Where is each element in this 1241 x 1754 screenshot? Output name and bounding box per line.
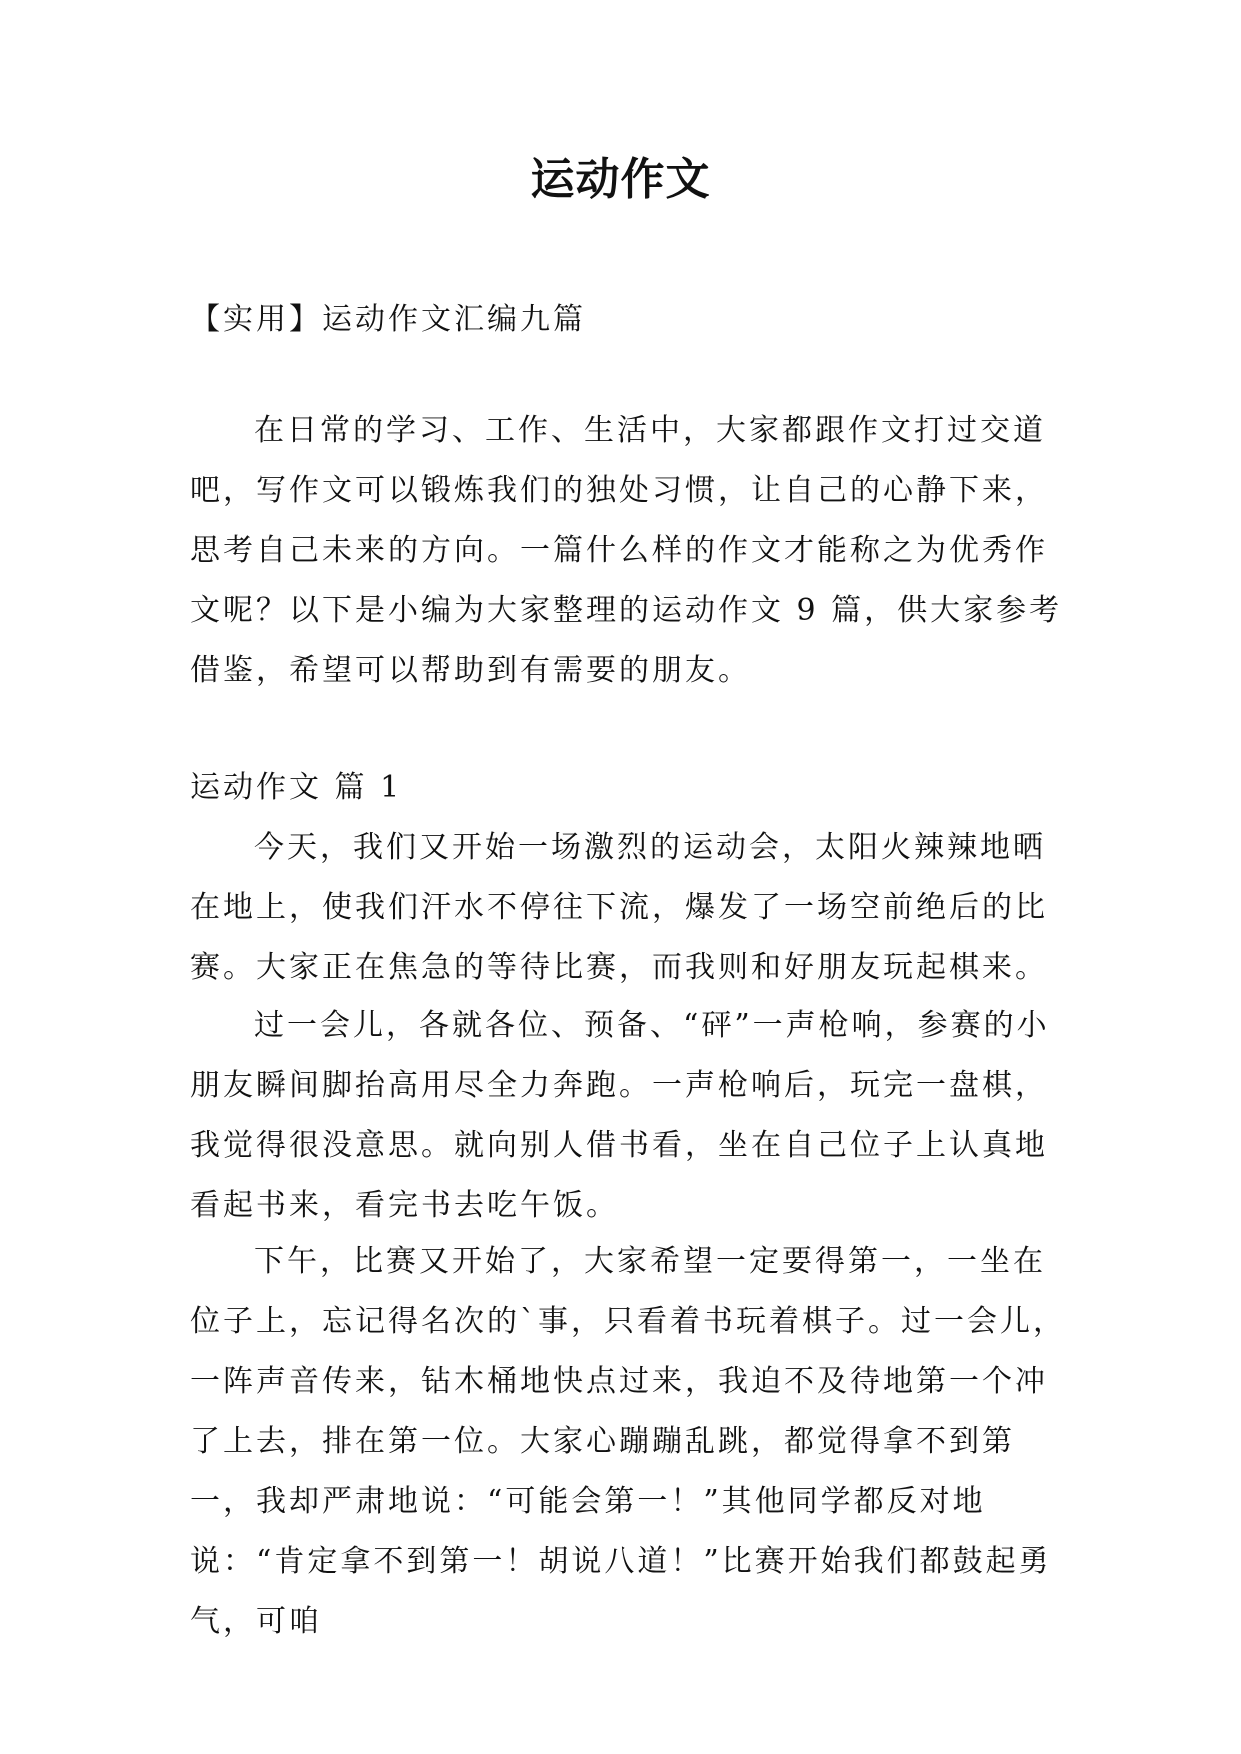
body-paragraph-3: 下午，比赛又开始了，大家希望一定要得第一，一坐在位子上，忘记得名次的`事，只看着书玩着棋子。过一会儿，一阵声音传来，钻木桶地快点过来，我迫不及待地第一个冲了上去，排在第一位。大家心蹦蹦乱跳，都觉得拿不到第一，我却严肃地说：“可能会第一！”其他同学都反对地说：“肯定拿不到第一！胡说八道！”比赛开始我们都鼓起勇气，可咱 <box>190 1244 1066 1639</box>
body-paragraph-1: 今天，我们又开始一场激烈的运动会，太阳火辣辣地晒在地上，使我们汗水不停往下流，爆发了一场空前绝后的比赛。大家正在焦急的等待比赛，而我则和好朋友玩起棋来。 <box>190 830 1048 985</box>
body-paragraph-2: 过一会儿，各就各位、预备、“砰”一声枪响，参赛的小朋友瞬间脚抬高用尽全力奔跑。一声枪响后，玩完一盘棋，我觉得很没意思。就向别人借书看，坐在自己位子上认真地看起书来，看完书去吃午饭。 <box>190 1008 1050 1223</box>
page-title: 运动作文 <box>530 154 711 205</box>
document-subtitle: 【实用】运动作文汇编九篇 <box>190 302 586 337</box>
intro-paragraph: 在日常的学习、工作、生活中，大家都跟作文打过交道吧，写作文可以锻炼我们的独处习惯，让自己的心静下来，思考自己未来的方向。一篇什么样的作文才能称之为优秀作文呢？以下是小编为大家整理的运动作文 9 篇，供大家参考借鉴，希望可以帮助到有需要的朋友。 <box>190 413 1063 688</box>
section-heading: 运动作文 篇 1 <box>190 770 403 805</box>
